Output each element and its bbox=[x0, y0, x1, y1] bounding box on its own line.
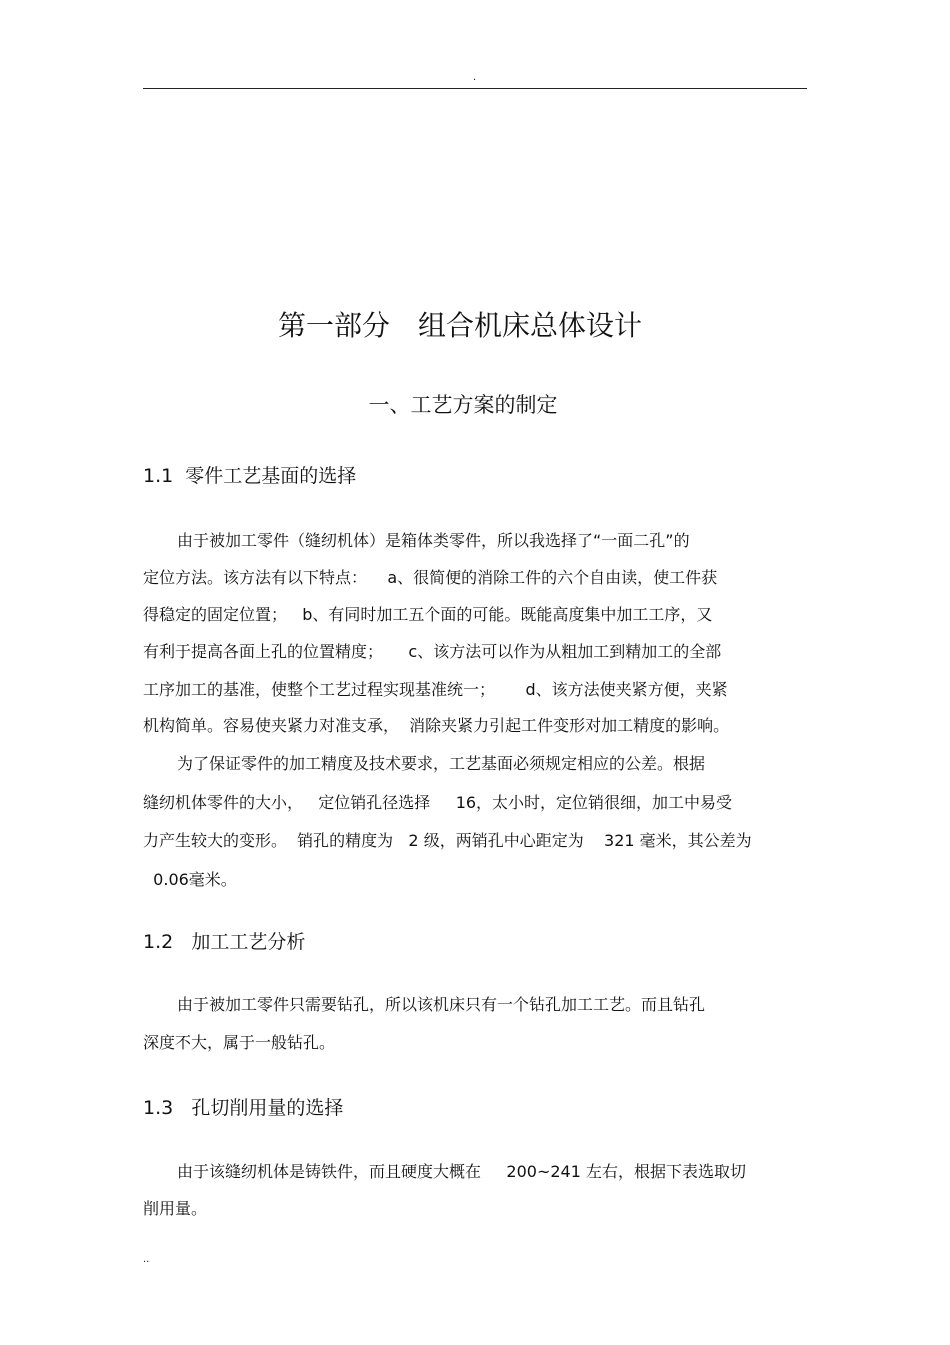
section-heading-1-3: 1.3 孔切削用量的选择 bbox=[143, 1097, 344, 1119]
paragraph-line: 力产生较大的变形。 销孔的精度为 2 级，两销孔中心距定为 321 毫米，其公差为 bbox=[143, 831, 752, 850]
paragraph-line: 由于被加工零件只需要钻孔，所以该机床只有一个钻孔加工工艺。而且钻孔 bbox=[177, 995, 706, 1014]
paragraph-line: 深度不大，属于一般钻孔。 bbox=[143, 1033, 336, 1052]
paragraph-line: 工序加工的基准，使整个工艺过程实现基准统一； d、该方法使夹紧方便，夹紧 bbox=[143, 680, 728, 699]
paragraph-line: 由于该缝纫机体是铸铁件，而且硬度大概在 200~241 左右，根据下表选取切 bbox=[177, 1162, 747, 1181]
section-heading-1-1: 1.1 零件工艺基面的选择 bbox=[143, 465, 357, 487]
paragraph-line: 为了保证零件的加工精度及技术要求，工艺基面必须规定相应的公差。根据 bbox=[177, 754, 706, 773]
paragraph-line: 由于被加工零件（缝纫机体）是箱体类零件，所以我选择了“一面二孔”的 bbox=[177, 531, 690, 550]
header-mark: . bbox=[473, 72, 477, 83]
paragraph-line: 机构简单。容易使夹紧力对准支承， 消除夹紧力引起工件变形对加工精度的影响。 bbox=[143, 716, 730, 735]
footer-mark: .. bbox=[143, 1254, 150, 1265]
paragraph-line: 有利于提高各面上孔的位置精度； c、该方法可以作为从粗加工到精加工的全部 bbox=[143, 642, 722, 661]
paragraph-line: 定位方法。该方法有以下特点： a、很简便的消除工件的六个自由读，使工件获 bbox=[143, 568, 718, 587]
document-title: 第一部分 组合机床总体设计 bbox=[277, 309, 642, 342]
paragraph-line: 削用量。 bbox=[143, 1199, 208, 1218]
paragraph-line: 0.06毫米。 bbox=[143, 870, 237, 889]
paragraph-line: 缝纫机体零件的大小， 定位销孔径选择 16，太小时，定位销很细，加工中易受 bbox=[143, 793, 733, 812]
chapter-title: 一、工艺方案的制定 bbox=[368, 393, 558, 417]
header-divider bbox=[143, 88, 807, 89]
paragraph-line: 得稳定的固定位置； b、有同时加工五个面的可能。既能高度集中加工工序，又 bbox=[143, 605, 713, 624]
section-heading-1-2: 1.2 加工工艺分析 bbox=[143, 931, 306, 953]
